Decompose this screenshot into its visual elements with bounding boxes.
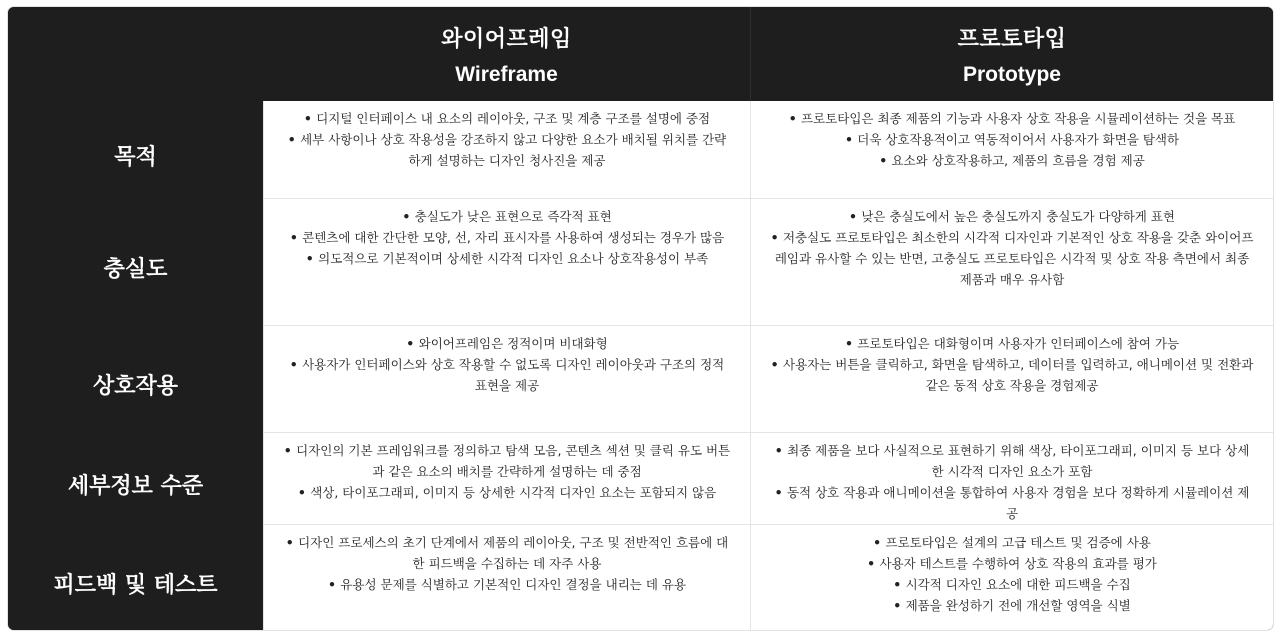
bullet-list — [769, 333, 1255, 396]
bullet-list — [282, 108, 732, 171]
table-corner — [8, 7, 263, 101]
list-item: • 콘텐츠에 대한 간단한 모양, 선, 자리 표시자를 사용하여 생성되는 경우가 많음 — [282, 227, 732, 248]
cell-prototype-fidelity — [750, 198, 1273, 325]
row-header-interaction: 상호작용 — [8, 325, 263, 432]
list-item: • 디자인의 기본 프레임워크를 정의하고 탐색 모음, 콘텐츠 섹션 및 클릭 유도 버튼과 같은 요소의 배치를 간략하게 설명하는 데 중점 — [282, 440, 732, 482]
cell-wireframe-feedback-testing — [263, 524, 750, 630]
row-header-detail-level: 세부정보 수준 — [8, 432, 263, 524]
list-item: • 시각적 디자인 요소에 대한 피드백을 수집 — [769, 574, 1255, 595]
bullet-list — [282, 206, 732, 269]
row-header-feedback-testing: 피드백 및 테스트 — [8, 524, 263, 630]
cell-wireframe-interaction — [263, 325, 750, 432]
list-item: • 저충실도 프로토타입은 최소한의 시각적 디자인과 기본적인 상호 작용을 갖춘 와이어프레임과 유사할 수 있는 반면, 고충실도 프로토타입은 시각적 및 상호 작용 측면에서 최종 제품과 매우 유사함 — [769, 227, 1255, 290]
cell-prototype-interaction — [750, 325, 1273, 432]
list-item: • 의도적으로 기본적이며 상세한 시각적 디자인 요소나 상호작용성이 부족 — [282, 248, 732, 269]
list-item: • 색상, 타이포그래피, 이미지 등 상세한 시각적 디자인 요소는 포함되지 않음 — [282, 482, 732, 503]
cell-prototype-feedback-testing — [750, 524, 1273, 630]
bullet-list — [769, 108, 1255, 171]
list-item: • 낮은 충실도에서 높은 충실도까지 충실도가 다양하게 표현 — [769, 206, 1255, 227]
bullet-list — [769, 440, 1255, 524]
cell-wireframe-detail-level — [263, 432, 750, 524]
list-item: • 사용자가 인터페이스와 상호 작용할 수 없도록 디자인 레이아웃과 구조의 정적 표현을 제공 — [282, 354, 732, 396]
list-item: • 충실도가 낮은 표현으로 즉각적 표현 — [282, 206, 732, 227]
bullet-list — [769, 206, 1255, 290]
list-item: • 사용자는 버튼을 클릭하고, 화면을 탐색하고, 데이터를 입력하고, 애니메이션 및 전환과 같은 동적 상호 작용을 경험제공 — [769, 354, 1255, 396]
column-header-english: Wireframe — [455, 62, 558, 86]
list-item: • 요소와 상호작용하고, 제품의 흐름을 경험 제공 — [769, 150, 1255, 171]
list-item: • 와이어프레임은 정적이며 비대화형 — [282, 333, 732, 354]
list-item: • 사용자 테스트를 수행하여 상호 작용의 효과를 평가 — [769, 553, 1255, 574]
column-header-english: Prototype — [962, 62, 1061, 86]
list-item: • 프로토타입은 대화형이며 사용자가 인터페이스에 참여 가능 — [769, 333, 1255, 354]
column-header-wireframe — [263, 7, 750, 101]
column-header-prototype — [750, 7, 1273, 101]
list-item: • 세부 사항이나 상호 작용성을 강조하지 않고 다양한 요소가 배치될 위치를 간략하게 설명하는 디자인 청사진을 제공 — [282, 129, 732, 171]
list-item: • 디자인 프로세스의 초기 단계에서 제품의 레이아웃, 구조 및 전반적인 흐름에 대한 피드백을 수집하는 데 자주 사용 — [282, 532, 732, 574]
list-item: • 유용성 문제를 식별하고 기본적인 디자인 결정을 내리는 데 유용 — [282, 574, 732, 595]
comparison-grid — [8, 7, 1273, 630]
cell-wireframe-fidelity — [263, 198, 750, 325]
bullet-list — [769, 532, 1255, 616]
bullet-list — [282, 333, 732, 396]
bullet-list — [282, 440, 732, 503]
bullet-list — [282, 532, 732, 595]
list-item: • 최종 제품을 보다 사실적으로 표현하기 위해 색상, 타이포그래피, 이미지 등 보다 상세한 시각적 디자인 요소가 포함 — [769, 440, 1255, 482]
list-item: • 프로토타입은 설계의 고급 테스트 및 검증에 사용 — [769, 532, 1255, 553]
column-header-korean: 와이어프레임 — [441, 26, 572, 52]
comparison-table — [8, 7, 1273, 630]
row-header-purpose: 목적 — [8, 101, 263, 198]
column-header-korean: 프로토타입 — [957, 26, 1067, 52]
list-item: • 동적 상호 작용과 애니메이션을 통합하여 사용자 경험을 보다 정확하게 시뮬레이션 제공 — [769, 482, 1255, 524]
cell-prototype-purpose — [750, 101, 1273, 198]
list-item: • 제품을 완성하기 전에 개선할 영역을 식별 — [769, 595, 1255, 616]
cell-prototype-detail-level — [750, 432, 1273, 524]
list-item: • 더욱 상호작용적이고 역동적이어서 사용자가 화면을 탐색하 — [769, 129, 1255, 150]
row-header-fidelity: 충실도 — [8, 198, 263, 325]
cell-wireframe-purpose — [263, 101, 750, 198]
list-item: • 프로토타입은 최종 제품의 기능과 사용자 상호 작용을 시뮬레이션하는 것을 목표 — [769, 108, 1255, 129]
list-item: • 디지털 인터페이스 내 요소의 레이아웃, 구조 및 계층 구조를 설명에 중점 — [282, 108, 732, 129]
